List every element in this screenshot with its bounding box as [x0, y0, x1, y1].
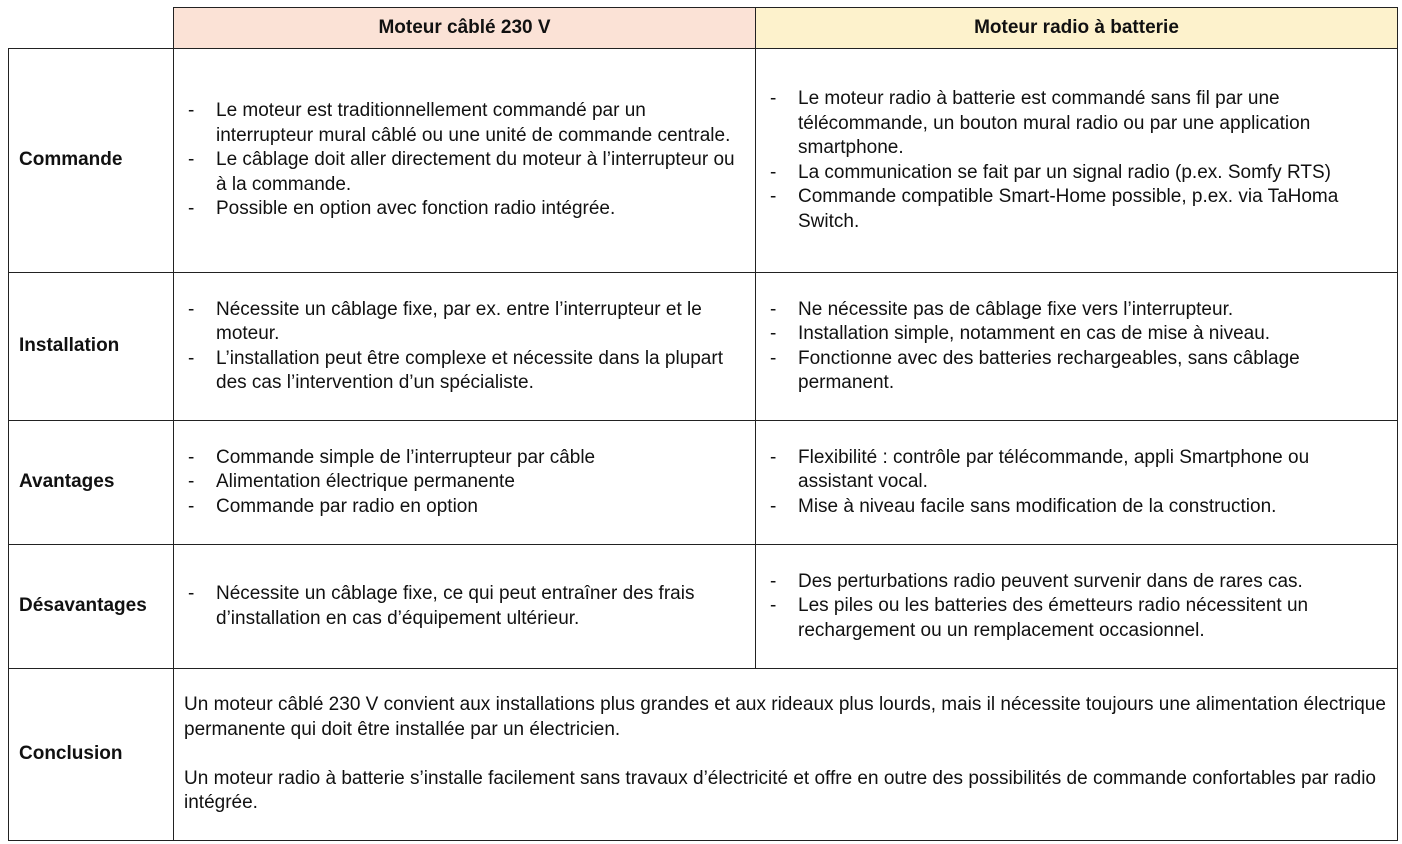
cell-commande-wired	[174, 49, 756, 273]
row-installation	[9, 273, 1398, 421]
list-item-text: Nécessite un câblage fixe, ce qui peut entraîner des frais d’installation en cas d’équipement ultérieur.	[216, 583, 695, 629]
list-item	[188, 495, 745, 520]
dash-icon: -	[770, 323, 777, 344]
row-label-desavantages: Désavantages	[9, 545, 174, 669]
dash-icon: -	[188, 198, 195, 220]
list-item-text: Ne nécessite pas de câblage fixe vers l’interrupteur.	[798, 298, 1234, 320]
list-item-text: Flexibilité : contrôle par télécommande, appli Smartphone ou assistant vocal.	[798, 446, 1310, 493]
conclusion-paragraph-radio: Un moteur radio à batterie s’installe facilement sans travaux d’électricité et offre en outre des possibilités de commande confortables par radio intégrée.	[184, 767, 1376, 814]
row-label-commande: Commande	[9, 49, 174, 273]
list-item	[188, 148, 745, 197]
bullet-list	[770, 298, 1387, 396]
cell-desavantages-wired	[174, 545, 756, 669]
list-item	[188, 582, 745, 631]
list-item	[770, 161, 1387, 186]
dash-icon: -	[770, 161, 777, 183]
dash-icon: -	[188, 446, 195, 468]
bullet-list	[188, 99, 745, 222]
list-item-text: Installation simple, notamment en cas de mise à niveau.	[798, 323, 1271, 344]
list-item	[770, 322, 1387, 347]
list-item	[770, 446, 1387, 495]
cell-avantages-radio	[756, 421, 1398, 545]
list-item-text: Commande compatible Smart-Home possible, p.ex. via TaHoma Switch.	[798, 186, 1339, 232]
list-item	[770, 298, 1387, 323]
cell-installation-wired	[174, 273, 756, 421]
list-item	[188, 99, 745, 148]
row-commande	[9, 49, 1398, 273]
row-conclusion	[9, 669, 1398, 841]
list-item-text: Le moteur radio à batterie est commandé sans fil par une télécommande, un bouton mural radio ou par une application smartphone.	[798, 88, 1311, 158]
bullet-list	[188, 582, 745, 631]
list-item-text: Les piles ou les batteries des émetteurs radio nécessitent un rechargement ou un remplacement occasionnel.	[798, 595, 1309, 641]
list-item-text: Commande simple de l’interrupteur par câble	[216, 446, 596, 468]
bullet-list	[770, 570, 1387, 644]
list-item-text: Alimentation électrique permanente	[216, 471, 515, 493]
conclusion-paragraph-wired: Un moteur câblé 230 V convient aux installations plus grandes et aux rideaux plus lourds, mais il nécessite toujours une alimentation électrique permanente qui doit être installée par un électricien.	[184, 694, 1386, 740]
dash-icon: -	[188, 100, 195, 122]
dash-icon: -	[770, 495, 777, 517]
dash-icon: -	[188, 298, 195, 320]
list-item-text: Nécessite un câblage fixe, par ex. entre l’interrupteur et le moteur.	[216, 298, 702, 344]
dash-icon: -	[188, 347, 195, 369]
list-item	[770, 570, 1387, 595]
row-label-conclusion: Conclusion	[9, 669, 174, 841]
list-item	[188, 197, 745, 222]
dash-icon: -	[188, 495, 195, 517]
dash-icon: -	[770, 446, 777, 468]
list-item-text: Possible en option avec fonction radio intégrée.	[216, 198, 616, 220]
list-item	[770, 347, 1387, 396]
list-item-text: Le moteur est traditionnellement commandé par un interrupteur mural câblé ou une unité de commande centrale.	[216, 100, 731, 146]
bullet-list	[188, 298, 745, 396]
list-item	[770, 185, 1387, 234]
dash-icon: -	[188, 149, 195, 171]
list-item	[770, 87, 1387, 161]
list-item-text: Fonctionne avec des batteries rechargeables, sans câblage permanent.	[798, 347, 1300, 393]
list-item	[188, 446, 745, 471]
list-item	[188, 470, 745, 495]
dash-icon: -	[188, 583, 195, 604]
list-item-text: La communication se fait par un signal radio (p.ex. Somfy RTS)	[798, 161, 1331, 183]
bullet-list	[188, 446, 745, 520]
cell-desavantages-radio	[756, 545, 1398, 669]
row-desavantages	[9, 545, 1398, 669]
list-item	[770, 495, 1387, 520]
row-label-avantages: Avantages	[9, 421, 174, 545]
bullet-list	[770, 87, 1387, 234]
header-wired-motor: Moteur câblé 230 V	[174, 8, 756, 49]
dash-icon: -	[770, 298, 777, 320]
dash-icon: -	[770, 186, 777, 207]
comparison-table-wrapper	[8, 7, 1398, 841]
dash-icon: -	[770, 347, 777, 369]
list-item-text: Des perturbations radio peuvent survenir dans de rares cas.	[798, 570, 1303, 592]
row-label-installation: Installation	[9, 273, 174, 421]
list-item	[188, 347, 745, 396]
list-item	[188, 298, 745, 347]
cell-installation-radio	[756, 273, 1398, 421]
header-radio-motor: Moteur radio à batterie	[756, 8, 1398, 49]
dash-icon: -	[770, 595, 777, 617]
cell-commande-radio	[756, 49, 1398, 273]
dash-icon: -	[770, 570, 777, 592]
cell-conclusion	[174, 669, 1398, 841]
dash-icon: -	[770, 88, 777, 109]
list-item-text: Mise à niveau facile sans modification de la construction.	[798, 495, 1277, 517]
row-avantages	[9, 421, 1398, 545]
list-item-text: Commande par radio en option	[216, 495, 478, 517]
header-corner-cell	[9, 8, 174, 49]
dash-icon: -	[188, 471, 195, 493]
header-row	[9, 8, 1398, 49]
cell-avantages-wired	[174, 421, 756, 545]
list-item	[770, 594, 1387, 643]
comparison-table	[8, 7, 1398, 841]
list-item-text: Le câblage doit aller directement du moteur à l’interrupteur ou à la commande.	[216, 149, 735, 195]
list-item-text: L’installation peut être complexe et nécessite dans la plupart des cas l’intervention d’un spécialiste.	[216, 347, 723, 393]
bullet-list	[770, 446, 1387, 520]
